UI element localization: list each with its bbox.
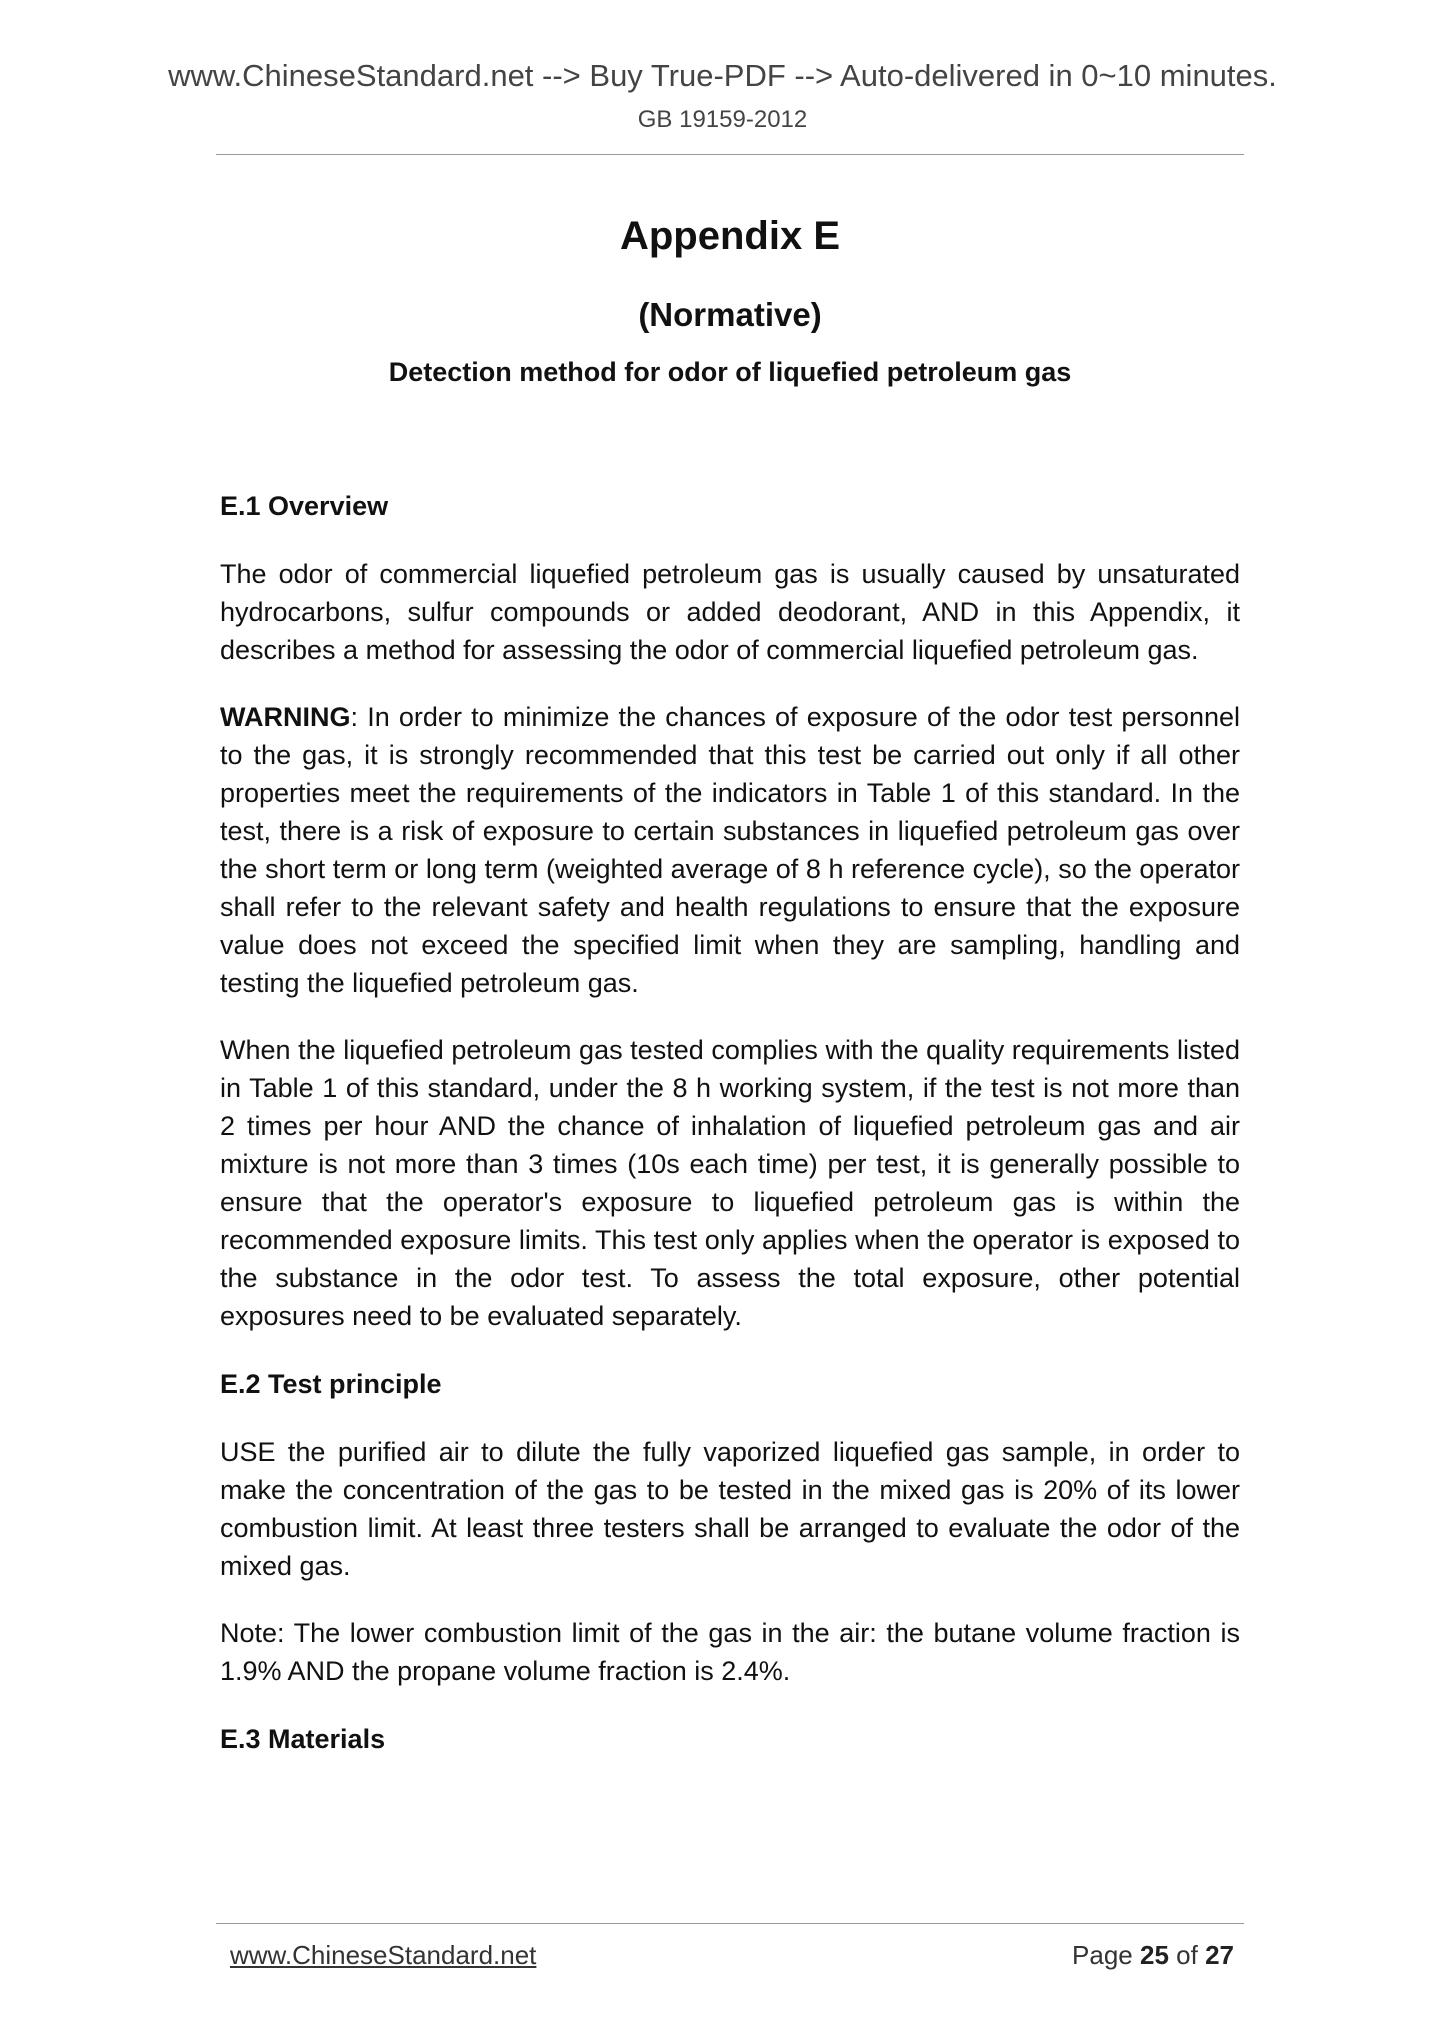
appendix-title: Appendix E (619, 214, 841, 258)
footer-website-link[interactable]: www.ChineseStandard.net (230, 1940, 537, 1970)
section-heading-e1: E.1 Overview (220, 491, 389, 521)
exposure-paragraph: When the liquefied petroleum gas tested complies with the quality requirements listed in Table 1 of this standard, under the 8 h working system, if the test is not more than 2 times per hour AND the chance of inhalation of liquefied petroleum gas and air mixture is not more than 3 times (10s each time) per test, it is generally possible to ensure that the operator's exposure to liquefied petroleum gas is within the recommended exposure limits. This test only applies when the operator is exposed to the substance in the odor test. To assess the total exposure, other potential exposures need to be evaluated separately. (220, 1035, 1240, 1331)
overview-paragraph: The odor of commercial liquefied petroleum gas is usually caused by unsaturated hydrocarbons, sulfur compounds or added deodorant, AND in this Appendix, it describes a method for assessing the odor of commercial liquefied petroleum gas. (220, 559, 1240, 665)
header-banner: www.ChineseStandard.net --> Buy True-PDF --> Auto-delivered in 0~10 minutes. (168, 58, 1277, 93)
section-heading-e3: E.3 Materials (220, 1724, 386, 1754)
warning-paragraph (220, 698, 1240, 1002)
warning-label: WARNING (220, 702, 351, 732)
section-heading-e2: E.2 Test principle (220, 1369, 442, 1399)
document-body (220, 487, 1240, 1788)
warning-text: : In order to minimize the chances of exposure of the odor test personnel to the gas, it is strongly recommended that this test be carried out only if all other properties meet the requirements of the indicators in Table 1 of this standard. In the test, there is a risk of exposure to certain substances in liquefied petroleum gas over the short term or long term (weighted average of 8 h reference cycle), so the operator shall refer to the relevant safety and health regulations to ensure that the exposure value does not exceed the specified limit when they are sampling, handling and testing the liquefied petroleum gas. (220, 702, 1240, 998)
page-number (1000, 1940, 1234, 1971)
page-prefix: Page (1072, 1940, 1133, 1970)
document-id: GB 19159-2012 (637, 106, 808, 133)
page-total: 27 (1205, 1940, 1234, 1970)
footer-divider (216, 1923, 1244, 1924)
header-divider (216, 154, 1244, 155)
page-of: of (1176, 1940, 1198, 1970)
appendix-type: (Normative) (638, 296, 822, 333)
note-paragraph: Note: The lower combustion limit of the gas in the air: the butane volume fraction is 1.9% AND the propane volume fraction is 2.4%. (220, 1618, 1240, 1686)
page-current: 25 (1140, 1940, 1169, 1970)
principle-paragraph: USE the purified air to dilute the fully vaporized liquefied gas sample, in order to make the concentration of the gas to be tested in the mixed gas is 20% of its lower combustion limit. At least three testers shall be arranged to evaluate the odor of the mixed gas. (220, 1437, 1240, 1581)
appendix-subtitle: Detection method for odor of liquefied petroleum gas (388, 357, 1072, 387)
